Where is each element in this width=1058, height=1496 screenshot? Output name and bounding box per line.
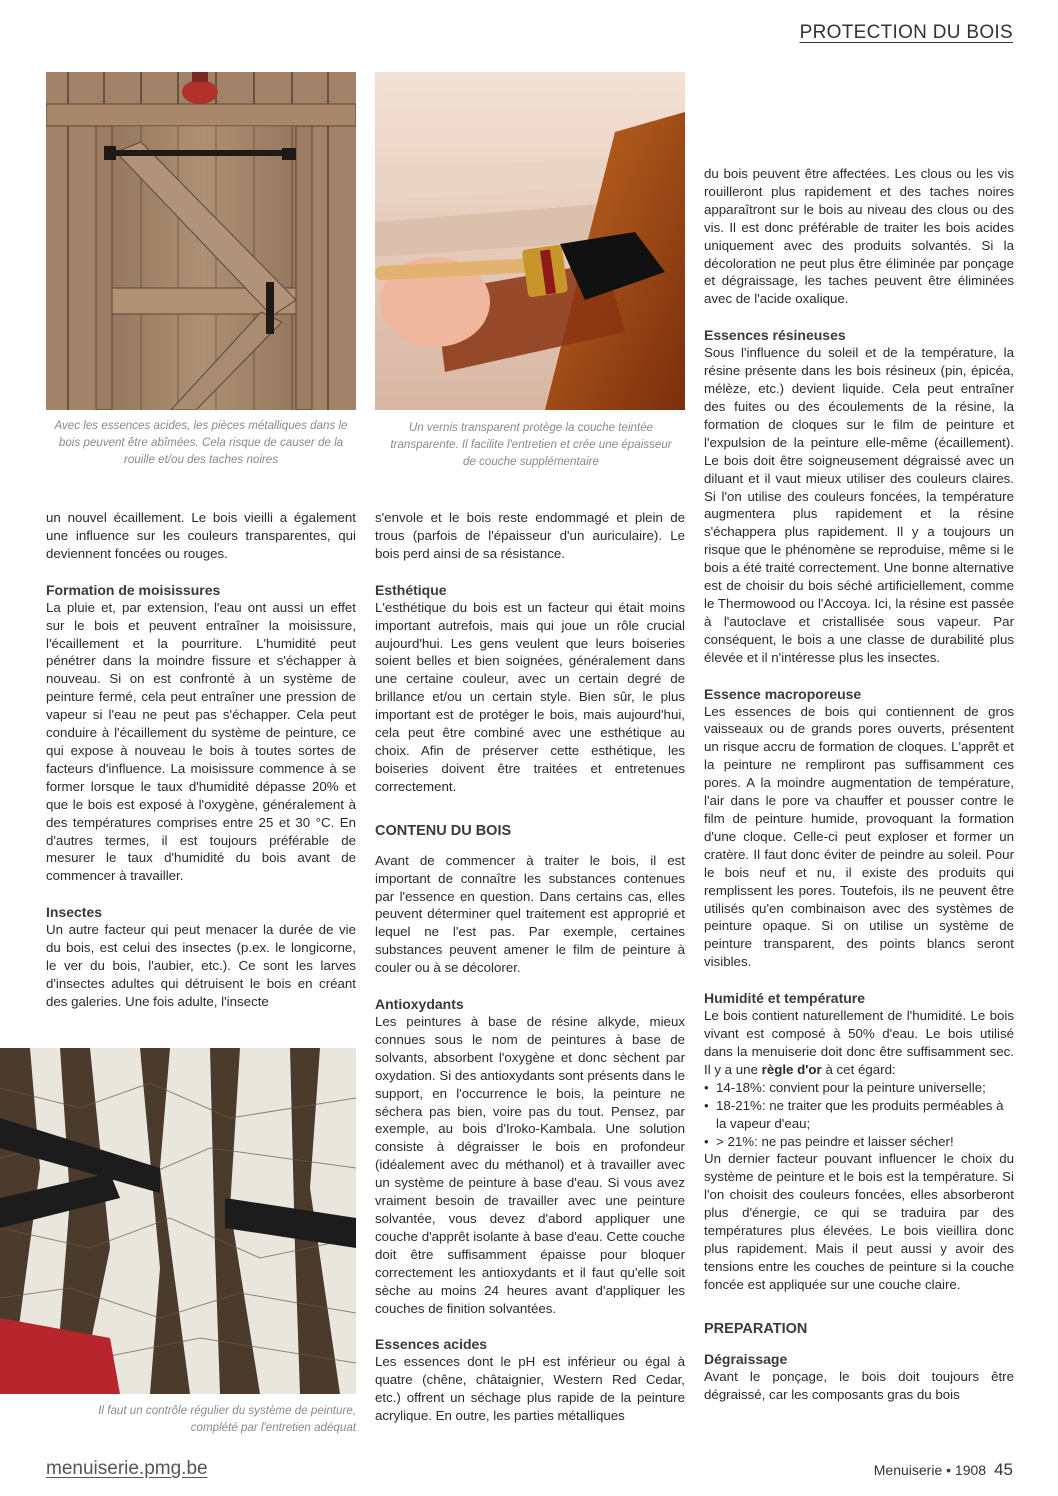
bold-term: règle d'or [761,1061,822,1077]
barn-door-caption: Avec les essences acides, les pièces métalliques dans le bois peuvent être abîmées. Cela risque de causer de la rouille et/ou des taches noires [54,419,348,466]
paragraph: La pluie et, par extension, l'eau ont aussi un effet sur le bois et peuvent entraîner la moisissure, l'écaillement et la pourriture. L'humidité peut pénétrer dans la moindre fissure et s'échapper à nouveau. Si on est confronté à un système de peinture fermé, cela peut entraîner une pression de vapeur si l'eau ne peut pas s'échapper. Cela peut conduire à l'écaillement du système de peinture, ce qui expose à nouveau le bois à toutes sortes de facteurs d'influence. La moisissure commence à se former lorsque le taux d'humidité dépasse 20% et que le bois est exposé à l'oxygène, généralement à des températures comprises entre 25 et 30 °C. En d'autres termes, il est toujours préférable de mesurer le taux d'humidité du bois avant de commencer à travailler. [46,599,356,884]
paragraph: Le bois contient naturellement de l'humidité. Le bois vivant est composé à 50% d'eau. Le bois utilisé dans la menuiserie doit donc être suffisamment sec. Il y a une règle d'or à cet égard: [704,1008,1014,1077]
list-item: • 18-21%: ne traiter que les produits perméables à la vapeur d'eau; [704,1097,1004,1131]
paragraph: Avant le ponçage, le bois doit toujours être dégraissé, car les composants gras du bois [704,1368,1014,1402]
list-item: • 14-18%: convient pour la peinture universelle; [704,1079,986,1095]
paragraph: Un autre facteur qui peut menacer la durée de vie du bois, est celui des insectes (p.ex. le longicorne, le ver du bois, l'aubier, etc.). Ce sont les larves d'insectes adultes qui détruisent le bois en créant des galeries. Une fois adulte, l'insecte [46,922,356,1009]
paragraph: du bois peuvent être affectées. Les clous ou les vis rouilleront plus rapidement et des taches noires apparaîtront sur le bois au niveau des clous ou des vis. Il est donc préférable de traiter les bois acides uniquement avec des produits solvantés. Si la décoloration ne peut plus être éliminée par ponçage et dégraissage, les taches peuvent être éliminées avec de l'acide oxalique. [704,166,1014,307]
brush-caption: Un vernis transparent protège la couche teintée transparente. Il facilite l'entretien et crée une épaisseur de couche supplémentaire [390,421,672,468]
heading-esthetique: Esthétique [375,581,447,598]
page-number: 45 [994,1460,1013,1479]
peeling-paint-photo [0,1048,356,1394]
peeling-caption: Il faut un contrôle régulier du système de peinture, complété par l'entretien adéquat [98,1404,356,1434]
paragraph: Les essences dont le pH est inférieur ou égal à quatre (chêne, châtaignier, Western Red Cedar, etc.) offrent un séchage plus rapide de la peinture acrylique. En outre, les parties métalliques [375,1354,685,1424]
column-1 [46,509,356,1011]
magazine-issue: Menuiserie • 1908 [873,1462,987,1478]
website-link[interactable]: menuiserie.pmg.be [46,1458,208,1479]
paragraph: Avant de commencer à traiter le bois, il est important de connaître les substances contenues par l'essence en question. Dans certains cas, elles peuvent déterminer quel traitement est approprié et lequel ne l'est pas. Par exemple, certaines substances peuvent amener le film de peinture à couler ou à se décolorer. [375,852,685,976]
paragraph: Les peintures à base de résine alkyde, mieux connues sous le nom de peintures à base de solvants, absorbent l'oxygène et donc sèchent par oxydation. Si des antioxydants sont présents dans le support, en l'occurrence le bois, la peinture ne séchera pas bien, voire pas du tout. Pensez, par exemple, au bois d'Iroko-Kambala. Une solution consiste à dégraisser le bois en profondeur (idéalement avec du méthanol) et à travailler avec un système de peinture à base d'eau. Si vous avez vraiment besoin de travailler avec une peinture solvantée, vous devez d'abord appliquer une couche d'apprêt isolante à base d'eau. Cette couche doit être suffisamment épaisse pour bloquer correctement les antioxydants et il faut qu'elle soit sèche au moins 24 heures avant d'appliquer les couches de finition solvantées. [375,1014,685,1316]
heading-contenu-du-bois: CONTENU DU BOIS [375,822,512,839]
heading-degraissage: Dégraissage [704,1350,788,1367]
paragraph: Un dernier facteur pouvant influencer le choix du système de peinture et le bois est la température. Si l'on choisit des couleurs foncées, elles absorberont plus d'énergie, ce qui se traduira par des températures plus élevées. Le bois vieillira donc plus rapidement. Mais il peut aussi y avoir des tensions entre les couches de peinture si la couche foncée est appliquée sur une couche claire. [704,1151,1014,1292]
magazine-footer [874,1460,1013,1480]
paragraph: L'esthétique du bois est un facteur qui était moins important autrefois, mais qui joue un rôle crucial aujourd'hui. Les gens veulent que leurs boiseries soient belles et bien soignées, généralement dans une certaine couleur, avec un certain degré de brillance et/ou un certain style. Bien sûr, le plus important est de protéger le bois, mais aujourd'hui, cela peut être combiné avec une esthétique au choix. Afin de préserver cette esthétique, les boiseries doivent être traitées et entretenues correctement. [375,599,685,794]
paragraph: Sous l'influence du soleil et de la température, la résine présente dans les bois résineux (pin, épicéa, mélèze, etc.) devient liquide. Cela peut entraîner des fuites ou des écoulements de la résine, la formation de cloques sur le film de peinture et l'expulsion de la peinture elle-même (écaillement). Le bois doit être soigneusement dégraissé avec un diluant et il vaut mieux utiliser des couleurs claires. Si l'on utilise des couleurs foncées, la température augmentera plus rapidement et la résine s'échappera plus rapidement. Il y a toujours un risque que le phénomène se reproduise, même si le bois a été traité correctement. Une bonne alternative est de choisir du bois séché artificiellement, comme le Thermowood ou l'Accoya. Ici, la résine est passée à l'autoclave et cristallisée sous vapeur. Par conséquent, le bois a une classe de durabilité plus élevée et il n'intéresse plus les insectes. [704,345,1014,665]
list-item: • > 21%: ne pas peindre et laisser sécher! [704,1133,954,1149]
heading-antioxydants: Antioxydants [375,996,464,1013]
heading-essence-macroporeuse: Essence macroporeuse [704,685,862,702]
paragraph: s'envole et le bois reste endommagé et plein de trous (parfois de l'épaisseur d'un auriculaire). Le bois perd ainsi de sa résistance. [375,510,685,561]
barn-door-photo [46,72,356,410]
paragraph: un nouvel écaillement. Le bois vieilli a également une influence sur les couleurs transparentes, qui deviennent foncées ou rouges. [46,510,356,561]
heading-humidite-temperature: Humidité et température [704,990,866,1007]
heading-essences-resineuses: Essences résineuses [704,327,846,344]
heading-preparation: PREPARATION [704,1320,808,1337]
varnish-brush-photo [375,72,685,410]
section-title: PROTECTION DU BOIS [799,22,1013,43]
heading-moisissures: Formation de moisissures [46,581,221,598]
heading-insectes: Insectes [46,904,103,921]
column-3 [704,165,1014,1403]
heading-essences-acides: Essences acides [375,1336,488,1353]
paragraph: Les essences de bois qui contiennent de gros vaisseaux ou de grands pores ouverts, présentent un risque accru de formation de cloques. L'apprêt et la peinture ne rempliront pas suffisamment ces pores. A la moindre augmentation de température, l'air dans le pore va chauffer et pousser contre le film de peinture humide, provoquant la formation d'une cloque. Celle-ci peut exploser et former un cratère. Il faut donc éviter de peindre au soleil. Pour le bois neuf et nu, il existe des produits qui remplissent les pores. Toutefois, ils ne peuvent être utilisés qu'en combinaison avec des systèmes de peinture opaque. Si on utilise un système de peinture transparent, des points blancs seront visibles. [704,703,1014,970]
column-2 [375,509,685,1425]
